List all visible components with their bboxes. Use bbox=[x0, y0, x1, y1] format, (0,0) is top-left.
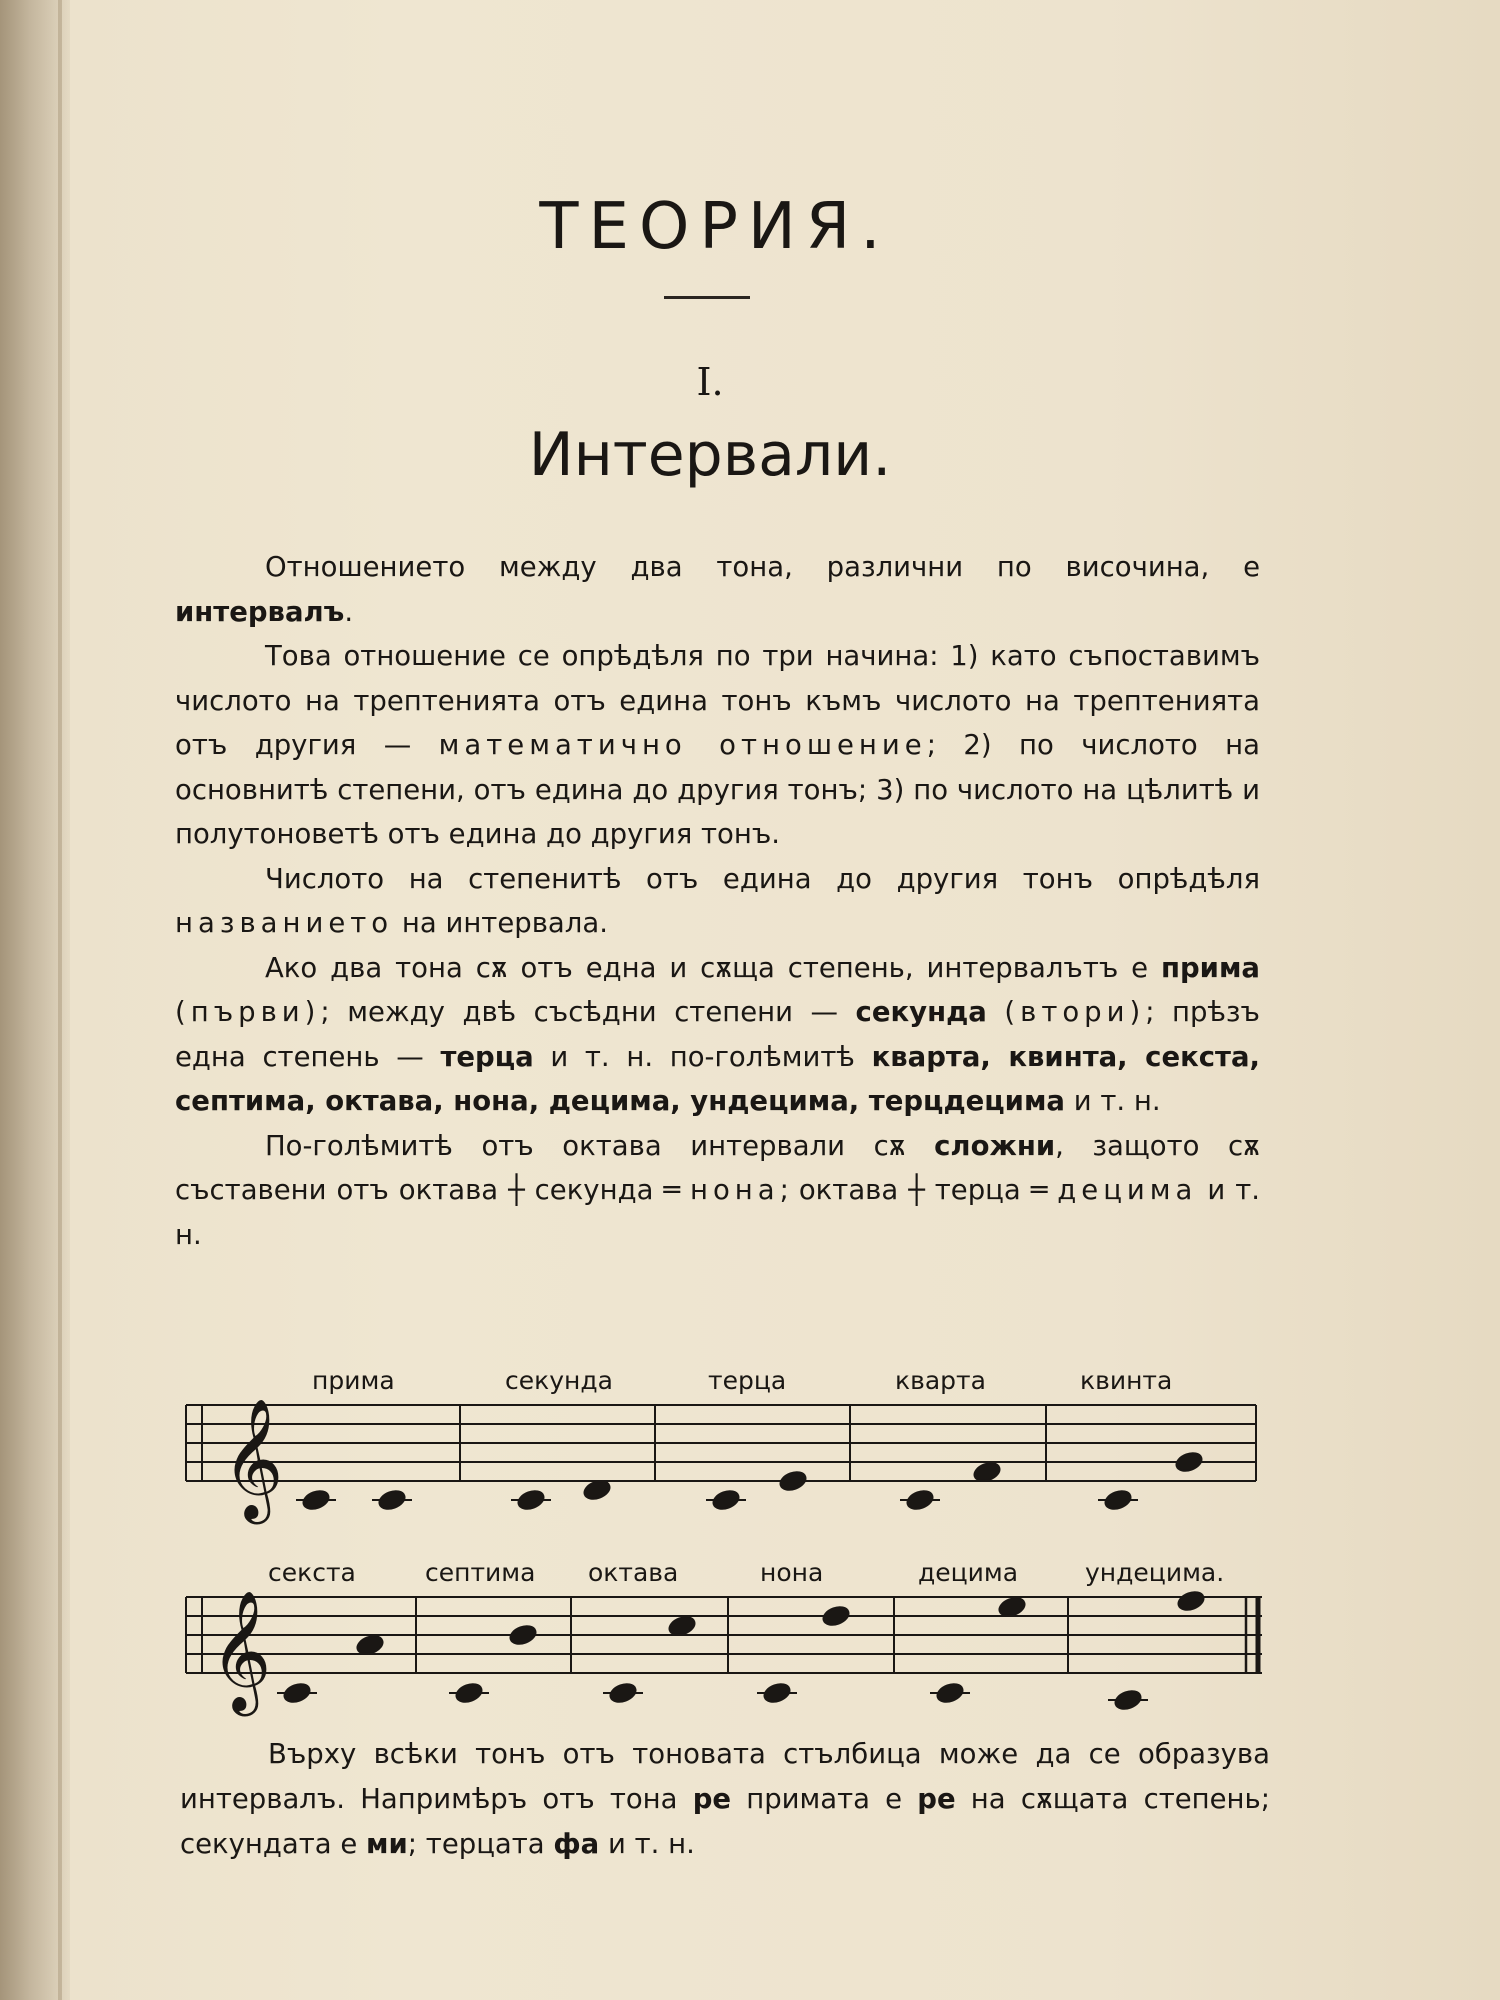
p4-text-f: и т. н. bbox=[1065, 1085, 1161, 1117]
p4-text-d: ; прѣзъ една степень — bbox=[175, 996, 1260, 1073]
note bbox=[1098, 1488, 1138, 1512]
term-interval: интервалъ bbox=[175, 595, 345, 628]
note bbox=[900, 1488, 940, 1512]
note bbox=[930, 1681, 970, 1705]
note bbox=[1174, 1450, 1204, 1474]
closing-text-a: Върху всѣки тонъ отъ тоновата стълбица може да се образува интервалъ. Напримѣръ отъ тона bbox=[180, 1738, 1270, 1815]
term-slozhni: сложни bbox=[934, 1129, 1056, 1162]
p4-text-a: Ако два тона сѫ отъ една и сѫща степень, интервалътъ е bbox=[265, 951, 1161, 984]
p4-text-e: и т. н. по-голѣмитѣ bbox=[533, 1040, 872, 1073]
note bbox=[821, 1604, 851, 1628]
interval-label-sekunda: секунда bbox=[505, 1366, 613, 1395]
closing-text-c: на сѫщата степень; секундата е bbox=[180, 1783, 1270, 1860]
closing-text-d: ; терцата bbox=[407, 1828, 554, 1860]
closing-text-b: примата е bbox=[731, 1783, 918, 1815]
closing-text bbox=[180, 1732, 1270, 1867]
closing-text-e: и т. н. bbox=[599, 1828, 695, 1860]
p1-text: Отношението между два тона, различни по височина, е bbox=[265, 551, 1260, 583]
interval-label-seksta: секста bbox=[268, 1558, 356, 1587]
treble-clef-icon: 𝄞 bbox=[222, 1397, 284, 1519]
p5-text-a: По-голѣмитѣ отъ октава интервали сѫ bbox=[265, 1129, 935, 1162]
note bbox=[372, 1488, 412, 1512]
chapter-title: Интервали. bbox=[528, 420, 892, 490]
term-prima: прима bbox=[1161, 951, 1260, 984]
p5-spaced-2: децима bbox=[1057, 1174, 1198, 1206]
p5-text-b: , защото сѫ съставени отъ октава ┼ секунда ═ bbox=[175, 1129, 1261, 1206]
p3-spaced: названието bbox=[175, 907, 394, 939]
p3-text-a: Числото на степенитѣ отъ едина до другия тонъ опрѣдѣля bbox=[265, 862, 1260, 895]
term-terca: терца bbox=[440, 1040, 534, 1073]
p4-spaced-2: (втори) bbox=[1004, 996, 1146, 1028]
note bbox=[603, 1681, 643, 1705]
note-fa: фа bbox=[553, 1828, 600, 1860]
p5-spaced-1: нона bbox=[689, 1174, 780, 1206]
p4-spaced-1: (първи) bbox=[175, 996, 321, 1028]
interval-label-septima: септима bbox=[425, 1558, 536, 1587]
note bbox=[1108, 1688, 1148, 1712]
staff-row-2 bbox=[186, 1597, 1262, 1673]
note bbox=[508, 1623, 538, 1647]
p2-text-b: ; 2) по числото на основнитѣ степени, отъ едина до другия тонъ; 3) по числото на цѣлитѣ и полутоноветѣ отъ едина до другия тонъ. bbox=[175, 729, 1261, 850]
interval-label-terca: терца bbox=[708, 1366, 787, 1395]
treble-clef-icon: 𝄞 bbox=[210, 1589, 272, 1711]
interval-label-kvinta: квинта bbox=[1080, 1366, 1173, 1395]
section-number: I. bbox=[696, 360, 724, 404]
interval-label-oktava: октава bbox=[588, 1558, 679, 1587]
note bbox=[778, 1469, 808, 1493]
p2-text-a: Това отношение се опрѣдѣля по три начина: 1) като съпоставимъ числото на трептенията отъ едина тонъ къмъ числото на трептенията отъ другия — bbox=[175, 640, 1260, 761]
note-mi: ми bbox=[366, 1828, 408, 1860]
p5-text-c: ; октава ┼ терца ═ bbox=[779, 1174, 1058, 1206]
note-re: ре bbox=[692, 1783, 732, 1815]
term-sekunda: секунда bbox=[855, 996, 987, 1028]
p1-end: . bbox=[344, 595, 354, 628]
page-title: ТЕОРИЯ. bbox=[539, 190, 891, 264]
note bbox=[757, 1681, 797, 1705]
staff-row-1 bbox=[186, 1405, 1256, 1481]
note-re-2: ре bbox=[917, 1783, 956, 1815]
interval-label-prima: прима bbox=[312, 1366, 395, 1395]
closing-paragraph bbox=[180, 1732, 1270, 1867]
note bbox=[511, 1488, 551, 1512]
interval-label-decima: децима bbox=[918, 1558, 1019, 1587]
interval-label-kvarta: кварта bbox=[895, 1366, 986, 1395]
interval-label-nona: нона bbox=[760, 1558, 824, 1587]
note bbox=[706, 1488, 746, 1512]
p3-text-b: на интервала. bbox=[393, 907, 608, 939]
p5-text-d: и т. н. bbox=[175, 1174, 1260, 1251]
note bbox=[449, 1681, 489, 1705]
note bbox=[1176, 1589, 1206, 1613]
note bbox=[296, 1488, 336, 1512]
interval-label-undecima: ундецима. bbox=[1085, 1558, 1225, 1587]
note bbox=[277, 1681, 317, 1705]
p2-spaced: математично отношение bbox=[438, 729, 927, 761]
p4-text-c: ; между двѣ съсѣдни степени — bbox=[320, 996, 856, 1028]
term-list: кварта, квинта, секста, септима, октава, нона, децима, ундецима, терцдецима bbox=[175, 1040, 1261, 1117]
